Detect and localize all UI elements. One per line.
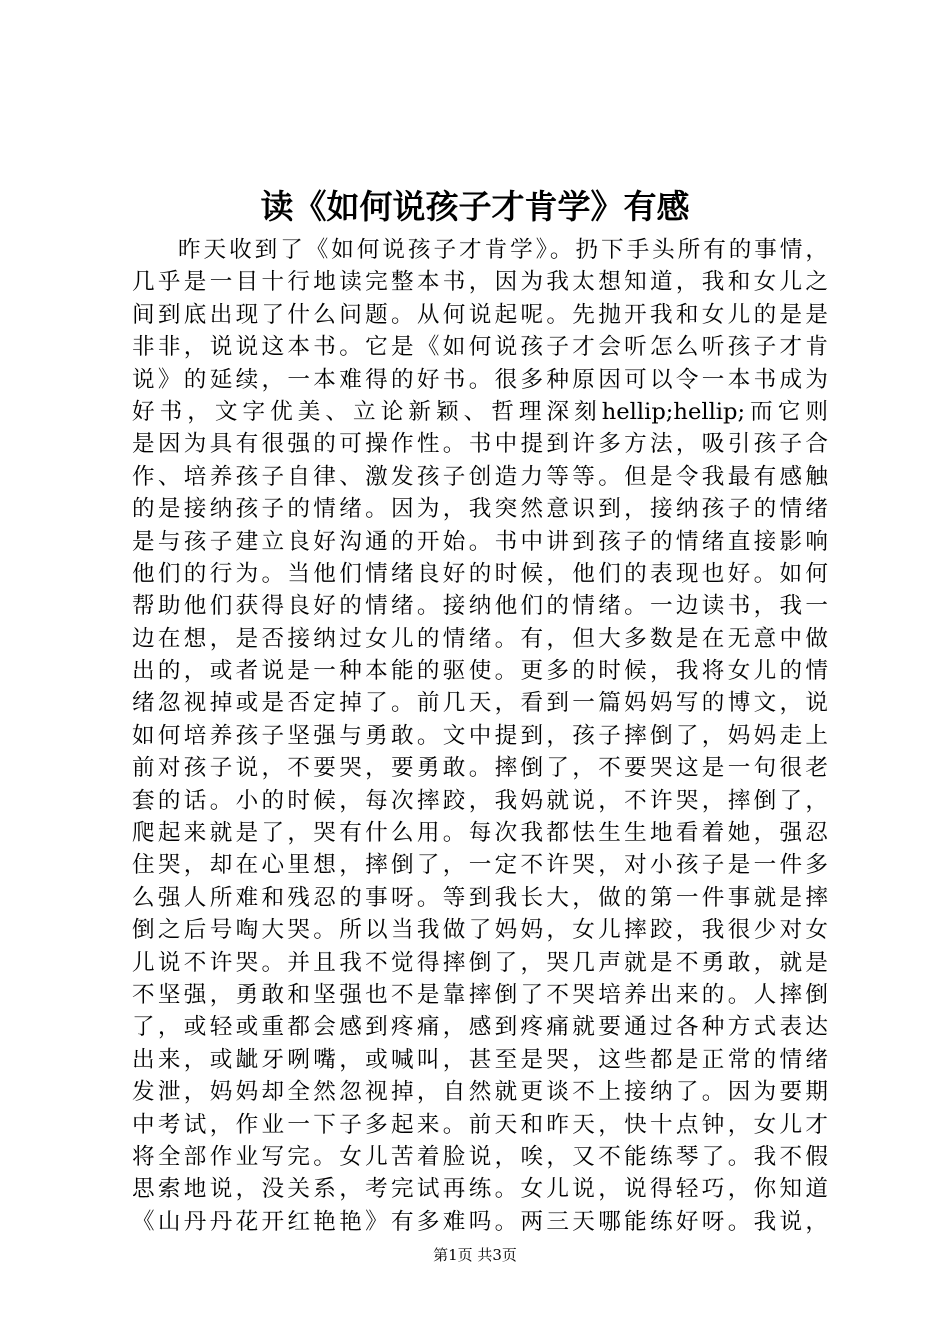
paragraph-line: 如何培养孩子坚强与勇敢。文中提到，孩子摔倒了，妈妈走上 (132, 722, 828, 749)
paragraph-line: 了，或轻或重都会感到疼痛，感到疼痛就要通过各种方式表达 (132, 1014, 828, 1041)
paragraph-line: 么强人所难和残忍的事呀。等到我长大，做的第一件事就是摔 (132, 884, 828, 911)
document-title: 读《如何说孩子才肯学》有感 (260, 187, 690, 226)
paragraph-line: 中考试，作业一下子多起来。前天和昨天，快十点钟，女儿才 (132, 1111, 828, 1138)
paragraph-line: 是因为具有很强的可操作性。书中提到许多方法，吸引孩子合 (132, 431, 828, 458)
paragraph-line: 出的，或者说是一种本能的驱使。更多的时候，我将女儿的情 (132, 658, 828, 685)
paragraph-line: 非非，说说这本书。它是《如何说孩子才会听怎么听孩子才肯 (132, 334, 828, 361)
paragraph-line: 昨天收到了《如何说孩子才肯学》。扔下手头所有的事情， (178, 237, 828, 263)
paragraph-line: 倒之后号啕大哭。所以当我做了妈妈，女儿摔跤，我很少对女 (132, 917, 828, 944)
paragraph-line: 间到底出现了什么问题。从何说起呢。先抛开我和女儿的是是 (132, 301, 828, 328)
paragraph-line: 绪忽视掉或是否定掉了。前几天，看到一篇妈妈写的博文，说 (132, 690, 828, 717)
paragraph-line: 《山丹丹花开红艳艳》有多难吗。两三天哪能练好呀。我说， (132, 1208, 828, 1235)
paragraph-line: 说》的延续，一本难得的好书。很多种原因可以令一本书成为 (132, 366, 828, 393)
paragraph-line: 儿说不许哭。并且我不觉得摔倒了，哭几声就是不勇敢，就是 (132, 949, 828, 976)
paragraph-line: 的是接纳孩子的情绪。因为，我突然意识到，接纳孩子的情绪 (132, 496, 828, 523)
paragraph-line: 不坚强，勇敢和坚强也不是靠摔倒了不哭培养出来的。人摔倒 (132, 981, 828, 1008)
paragraph-line: 套的话。小的时候，每次摔跤，我妈就说，不许哭，摔倒了， (132, 787, 828, 814)
paragraph-line: 作、培养孩子自律、激发孩子创造力等等。但是令我最有感触 (132, 463, 828, 490)
paragraph-line: 边在想，是否接纳过女儿的情绪。有，但大多数是在无意中做 (132, 625, 828, 652)
paragraph-line: 发泄，妈妈却全然忽视掉，自然就更谈不上接纳了。因为要期 (132, 1079, 828, 1106)
paragraph-line: 思索地说，没关系，考完试再练。女儿说，说得轻巧，你知道 (132, 1176, 828, 1203)
paragraph-line: 将全部作业写完。女儿苦着脸说，唉，又不能练琴了。我不假 (132, 1143, 828, 1170)
page-number: 第1页 共3页 (433, 1246, 517, 1264)
paragraph-line: 住哭，却在心里想，摔倒了，一定不许哭，对小孩子是一件多 (132, 852, 828, 879)
paragraph-line: 几乎是一目十行地读完整本书，因为我太想知道，我和女儿之 (132, 269, 828, 296)
paragraph-line: 爬起来就是了，哭有什么用。每次我都怯生生地看着她，强忍 (132, 820, 828, 847)
paragraph-line: 是与孩子建立良好沟通的开始。书中讲到孩子的情绪直接影响 (132, 528, 828, 555)
paragraph-line: 前对孩子说，不要哭，要勇敢。摔倒了，不要哭这是一句很老 (132, 755, 828, 782)
document-body (132, 234, 828, 1238)
paragraph-line: 出来，或龇牙咧嘴，或喊叫，甚至是哭，这些都是正常的情绪 (132, 1046, 828, 1073)
paragraph-line: 帮助他们获得良好的情绪。接纳他们的情绪。一边读书，我一 (132, 593, 828, 620)
paragraph-line: 他们的行为。当他们情绪良好的时候，他们的表现也好。如何 (132, 560, 828, 587)
paragraph-line: 好书，文字优美、立论新颖、哲理深刻hellip;hellip;而它则 (132, 398, 828, 425)
